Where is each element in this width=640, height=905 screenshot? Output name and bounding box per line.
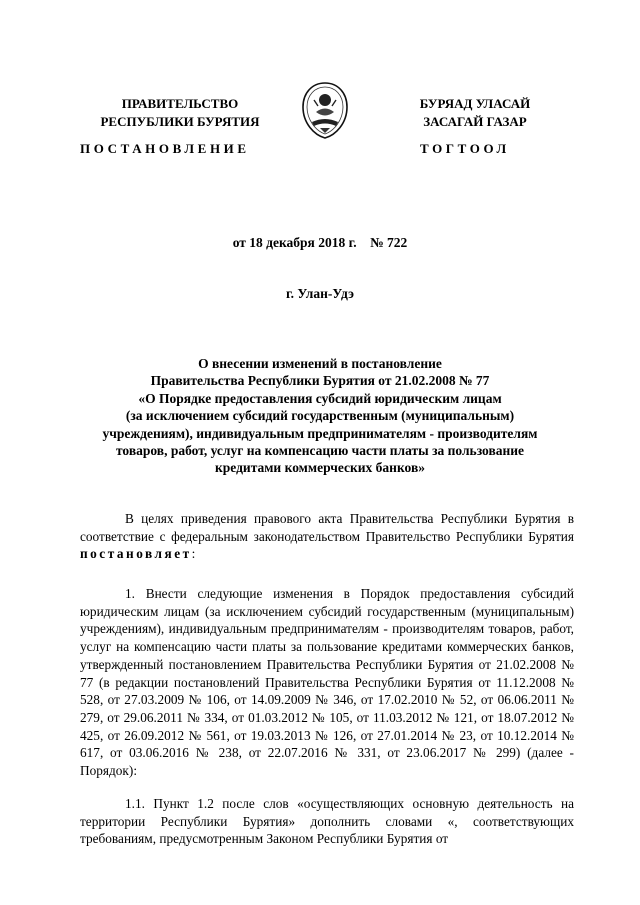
date-and-number: от 18 декабря 2018 г. № 722 (232, 235, 408, 250)
preamble-paragraph (80, 510, 574, 563)
government-name-buryat-line2: ЗАСАГАЙ ГАЗАР (423, 114, 527, 129)
title-line: (за исключением субсидий государственным (муниципальным) (125, 408, 515, 424)
clause-1-paragraph: 1. Внести следующие изменения в Порядок предоставления субсидий юридическим лицам (за исключением субсидий государственным (муниципальным) учреждениям), индивидуальным предпринимателям - производителям товаров, работ, услуг на компенсацию части платы за пользование кредитами коммерческих банков, утвержденный постановлением Правительства Республики Бурятия от 21.02.2008 № 77 (в редакции постановлений Правительства Республики Бурятия от 11.12.2008 № 528, от 27.03.2009 № 106, от 14.09.2009 № 346, от 17.02.2010 № 52, от 06.06.2011 № 279, от 29.06.2011 № 334, от 01.03.2012 № 105, от 11.03.2012 № 121, от 18.07.2012 № 425, от 26.09.2012 № 561, от 19.03.2013 № 126, от 27.01.2014 № 23, от 10.12.2014 № 617, от 03.06.2016 № 238, от 22.07.2016 № 331, от 23.06.2017 № 299) (далее - Порядок): (80, 586, 574, 779)
title-line: О внесении изменений в постановление (198, 356, 442, 371)
title-line: товаров, работ, услуг на компенсацию части платы за пользование (115, 443, 525, 459)
title-line: учреждениям), индивидуальным предпринимателям - производителям (102, 425, 538, 441)
government-header (80, 95, 280, 131)
clause-1-1-paragraph: 1.1. Пункт 1.2 после слов «осуществляющих основную деятельность на территории Республики Бурятия» дополнить словами «, соответствующих требованиям, предусмотренным Законом Республики Бурятия от (80, 796, 574, 847)
document-title (65, 355, 575, 477)
city: г. Улан-Удэ (286, 286, 354, 301)
preamble-text: В целях приведения правового акта Правительства Республики Бурятия в соответствие с федеральным законодательством Правительство Республики Бурятия (80, 511, 574, 544)
document-type-buryat: ТОГТООЛ (420, 141, 510, 156)
title-line: Правительства Республики Бурятия от 21.02.2008 № 77 (150, 373, 490, 389)
preamble-end: : (191, 546, 196, 562)
government-header-buryat (385, 95, 565, 131)
title-line: кредитами коммерческих банков» (214, 460, 426, 476)
government-name-line1: ПРАВИТЕЛЬСТВО (121, 96, 239, 111)
resolves-keyword: постановляет (80, 546, 192, 562)
coat-of-arms-icon (300, 80, 350, 140)
title-line: «О Порядке предоставления субсидий юридическим лицам (138, 390, 502, 406)
government-name-buryat-line1: БУРЯАД УЛАСАЙ (419, 96, 531, 111)
government-name-line2: РЕСПУБЛИКИ БУРЯТИЯ (100, 114, 260, 129)
document-type: ПОСТАНОВЛЕНИЕ (80, 141, 250, 156)
